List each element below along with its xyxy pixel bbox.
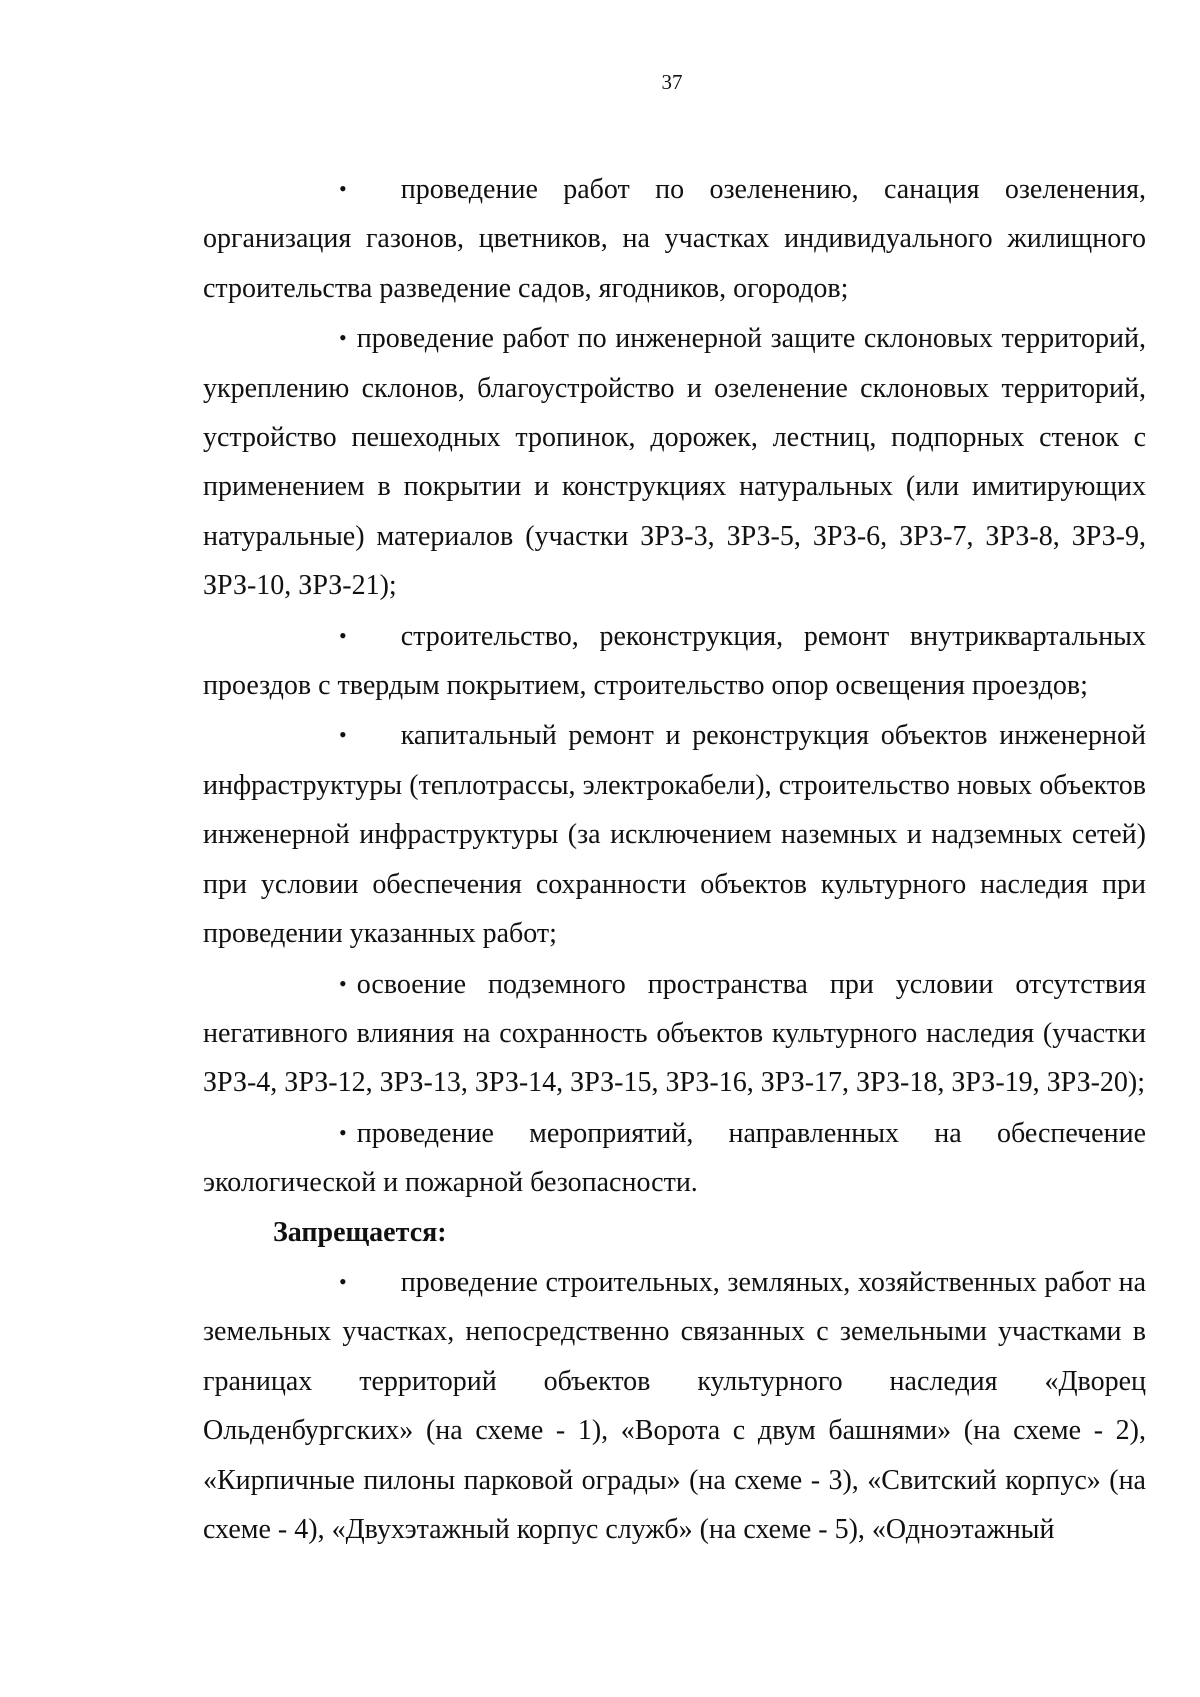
forbidden-heading: Запрещается: bbox=[273, 1216, 447, 1248]
allowed-item bbox=[203, 313, 1146, 610]
allowed-item bbox=[203, 164, 1146, 313]
forbidden-item bbox=[203, 1257, 1146, 1554]
forbidden-item-text: проведение строительных, земляных, хозяйственных работ на земельных участках, непосредственно связанных с земельными участками в границах территорий объектов культурного наследия «Дворец Ольденбургских» (на схеме - 1), «Ворота с двум башнями» (на схеме - 2), «Кирпичные пилоны парковой ограды» (на схеме - 3), «Свитский корпус» (на схеме - 4), «Двухэтажный корпус служб» (на схеме - 5), «Одноэтажный bbox=[203, 1266, 1146, 1545]
bullet-icon: • bbox=[339, 1119, 347, 1145]
allowed-item-text: строительство, реконструкция, ремонт внутриквартальных проездов с твердым покрытием, строительство опор освещения проездов; bbox=[203, 620, 1146, 702]
allowed-item bbox=[203, 611, 1146, 711]
allowed-item-text: проведение работ по инженерной защите склоновых территорий, укреплению склонов, благоустройство и озеленение склоновых территорий, устройство пешеходных тропинок, дорожек, лестниц, подпорных стенок с применением в покрытии и конструкциях натуральных (или имитирующих натуральные) материалов (участки ЗРЗ-3, ЗРЗ-5, ЗРЗ-6, ЗРЗ-7, ЗРЗ-8, ЗРЗ-9, ЗРЗ-10, ЗРЗ-21); bbox=[203, 323, 1146, 602]
bullet-icon: • bbox=[339, 1268, 347, 1294]
page-number: 37 bbox=[661, 70, 683, 94]
allowed-item-text: проведение мероприятий, направленных на обеспечение экологической и пожарной безопасности. bbox=[203, 1117, 1146, 1199]
allowed-item-text: капитальный ремонт и реконструкция объектов инженерной инфраструктуры (теплотрассы, электрокабели), строительство новых объектов инженерной инфраструктуры (за исключением наземных и надземных сетей) при условии обеспечения сохранности объектов культурного наследия при проведении указанных работ; bbox=[203, 720, 1146, 950]
allowed-item bbox=[203, 710, 1146, 958]
bullet-icon: • bbox=[339, 722, 347, 748]
bullet-icon: • bbox=[339, 970, 347, 996]
bullet-icon: • bbox=[339, 325, 347, 351]
allowed-item-text: освоение подземного пространства при условии отсутствия негативного влияния на сохранность объектов культурного наследия (участки ЗРЗ-4, ЗРЗ-12, ЗРЗ-13, ЗРЗ-14, ЗРЗ-15, ЗРЗ-16, ЗРЗ-17, ЗРЗ-18, ЗРЗ-19, ЗРЗ-20); bbox=[203, 968, 1146, 1099]
allowed-item bbox=[203, 959, 1146, 1108]
bullet-icon: • bbox=[339, 622, 347, 648]
bullet-icon: • bbox=[339, 176, 347, 201]
allowed-item bbox=[203, 1108, 1146, 1208]
document-body bbox=[203, 164, 1146, 1554]
allowed-item-text: проведение работ по озеленению, санация озеленения, организация газонов, цветников, на участках индивидуального жилищного строительства разведение садов, ягодников, огородов; bbox=[203, 174, 1146, 304]
